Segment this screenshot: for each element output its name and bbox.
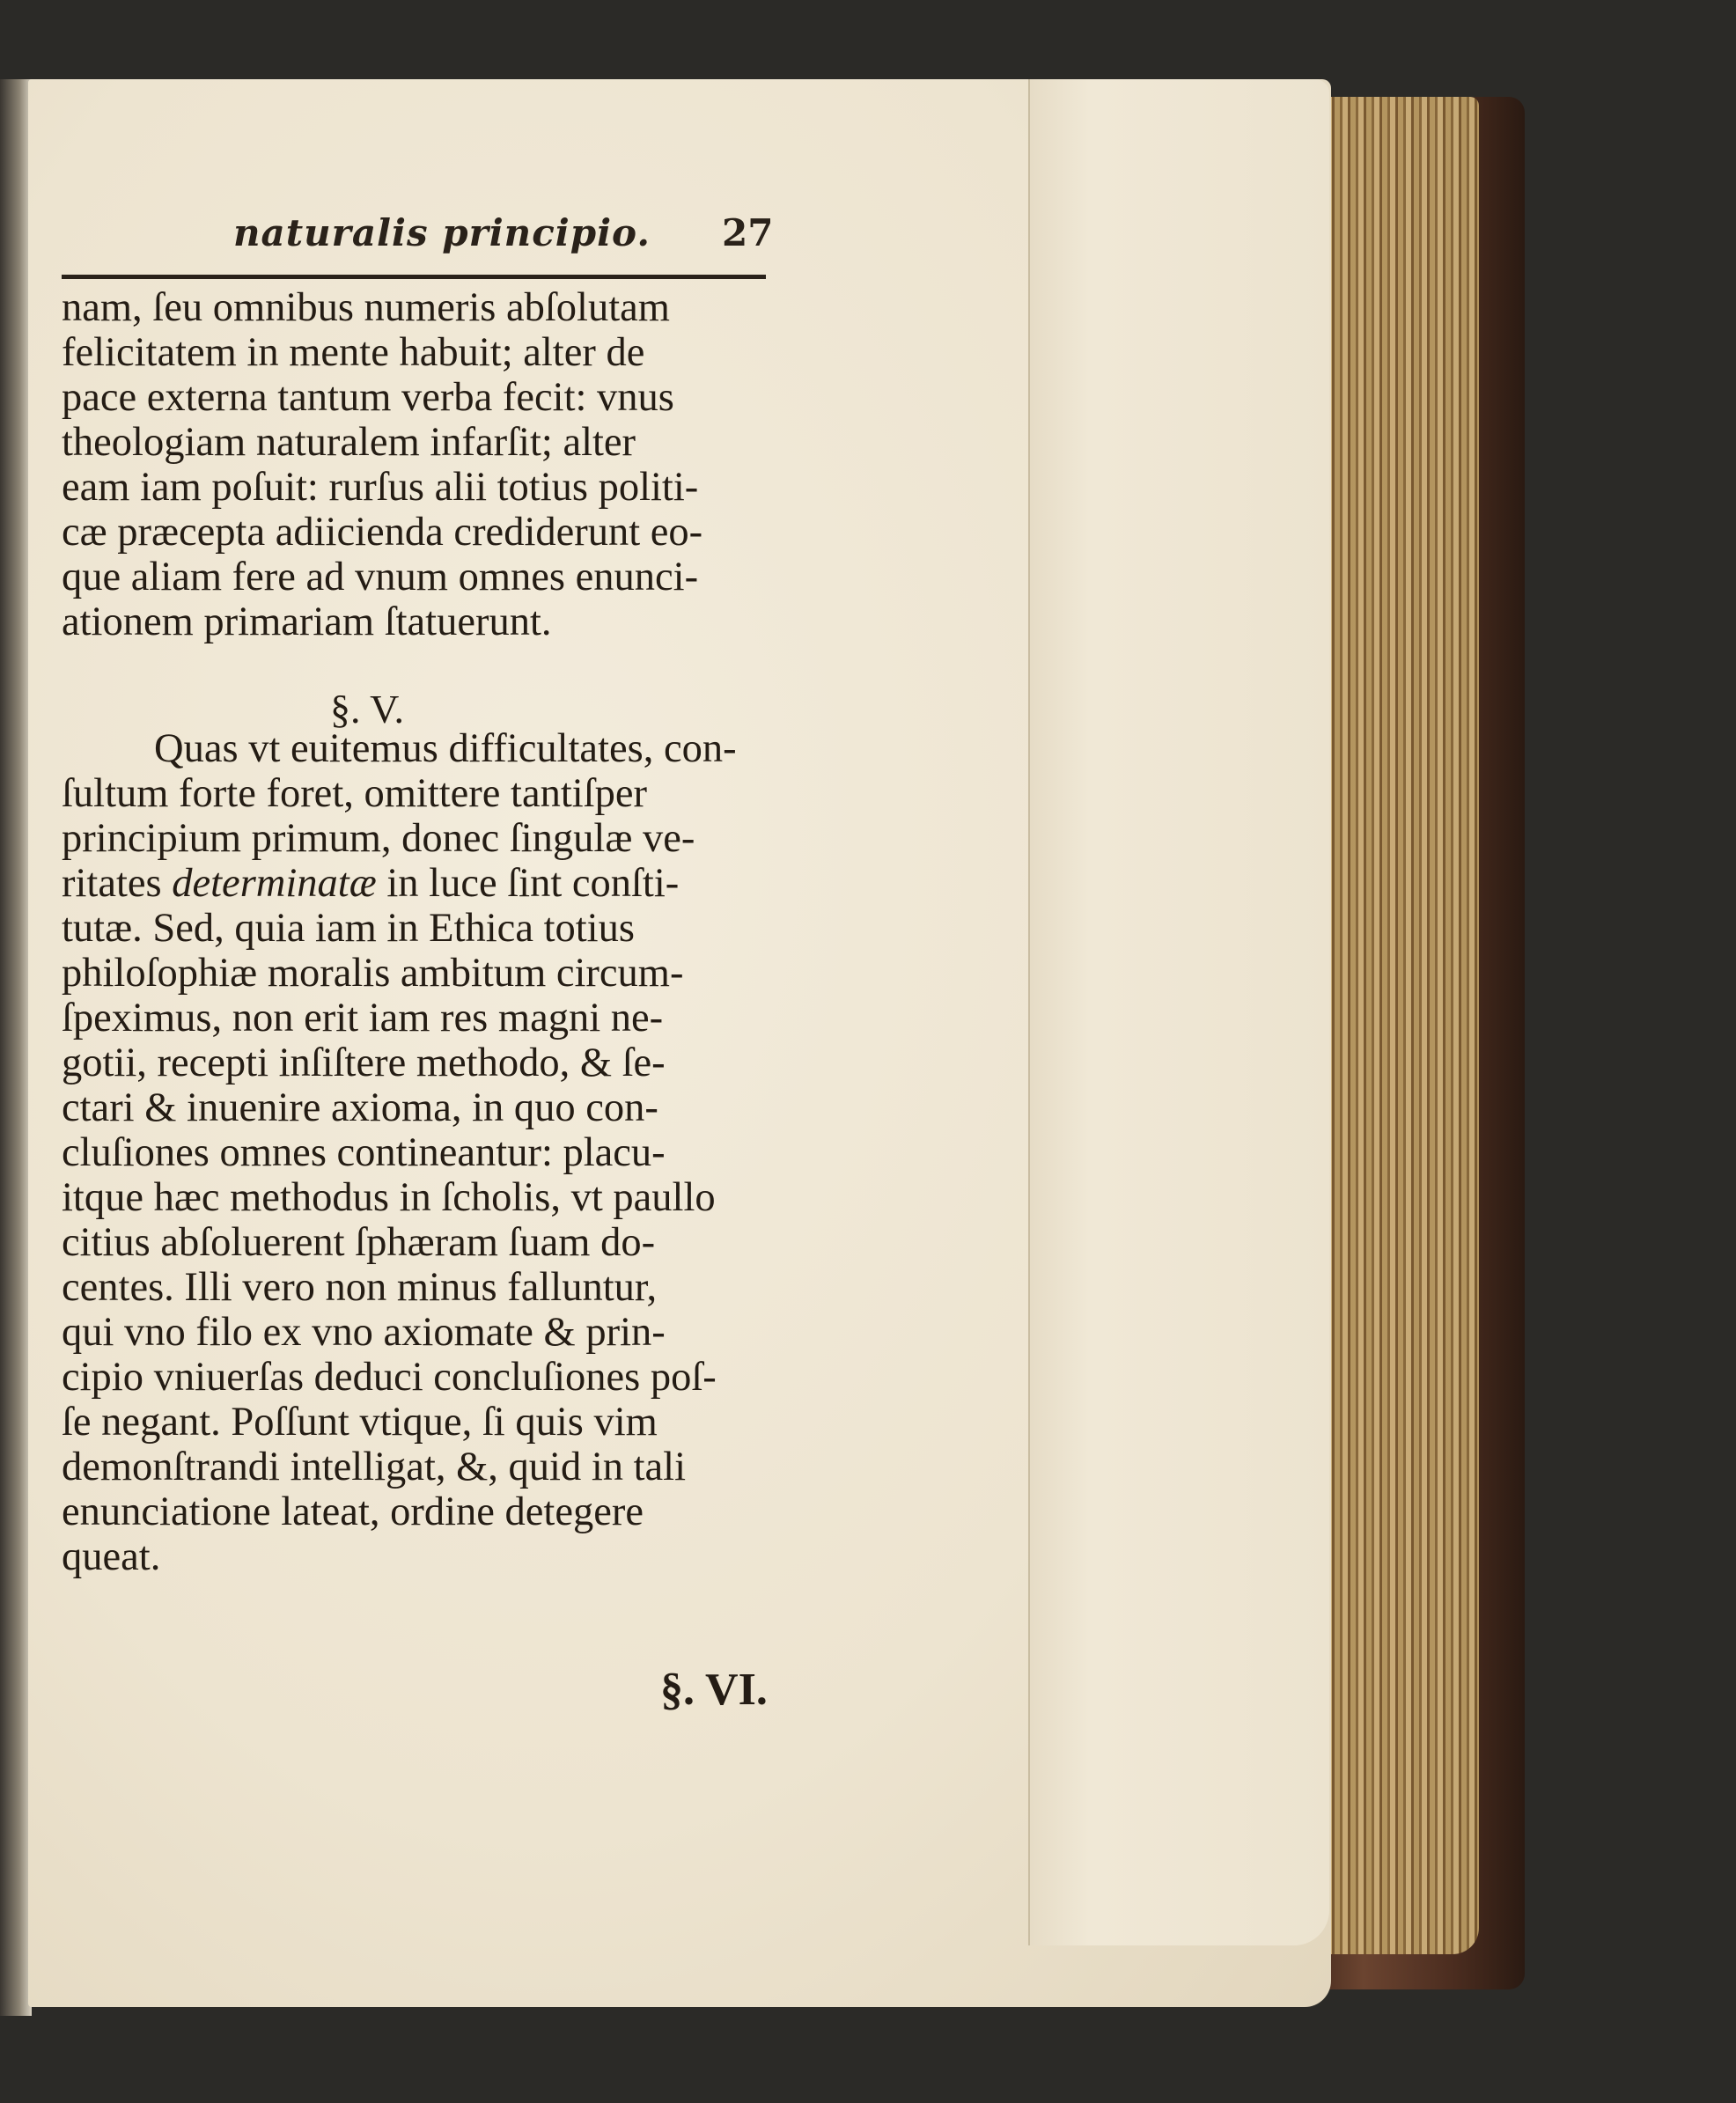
text-fragment: ritates: [62, 861, 173, 906]
text-line: gotii, recepti inſiſtere methodo, & ſe-: [62, 1040, 666, 1085]
text-line: que aliam fere ad vnum omnes enunci-: [62, 555, 699, 599]
text-line: tutæ. Sed, quia iam in Ethica totius: [62, 906, 635, 951]
running-head: naturalis principio.: [233, 211, 651, 254]
page-header: [62, 211, 774, 273]
text-line: ationem primariam ſtatuerunt.: [62, 599, 552, 644]
text-line: [62, 861, 783, 906]
text-line: cluſiones omnes contineantur: placu-: [62, 1130, 666, 1175]
text-line: principium primum, donec ſingulæ ve-: [62, 816, 695, 861]
text-line: itque hæc methodus in ſcholis, vt paullo: [62, 1175, 716, 1220]
text-line: eam iam poſuit: rurſus alii totius politi-: [62, 465, 699, 510]
text-line: centes. Illi vero non minus falluntur,: [62, 1265, 658, 1310]
book-spine-edge: [0, 79, 32, 2016]
folded-interleaf: [1028, 79, 1329, 1945]
text-line: cipio vniuerſas deduci concluſiones poſ-: [62, 1355, 717, 1400]
italic-term: determinatæ: [172, 861, 377, 906]
text-line: philoſophiæ moralis ambitum circum-: [62, 951, 684, 996]
text-line: qui vno filo ex vno axiomate & prin-: [62, 1310, 666, 1355]
text-line: ctari & inuenire axioma, in quo con-: [62, 1085, 658, 1130]
text-line: ſultum forte foret, omittere tantiſper: [62, 771, 647, 816]
text-line: theologiam naturalem infarſit; alter: [62, 420, 636, 465]
text-line: enunciatione lateat, ordine detegere: [62, 1489, 644, 1534]
text-line: queat.: [62, 1534, 161, 1579]
text-line: ſpeximus, non erit iam res magni ne-: [62, 996, 664, 1040]
text-line: ſe negant. Poſſunt vtique, ſi quis vim: [62, 1400, 658, 1445]
text-line: felicitatem in mente habuit; alter de: [62, 330, 645, 375]
text-fragment: in luce ſint conſti-: [376, 861, 680, 906]
text-line: cæ præcepta adiicienda crediderunt eo-: [62, 510, 703, 555]
catchword: §. VI.: [660, 1665, 768, 1715]
page-number: 27: [722, 211, 774, 254]
text-line: nam, ſeu omnibus numeris abſolutam: [62, 285, 670, 330]
text-line: citius abſoluerent ſphæram ſuam do-: [62, 1220, 656, 1265]
text-line: demonſtrandi intelligat, &, quid in tali: [62, 1445, 687, 1489]
text-line: Quas vt euitemus difficultates, con-: [154, 726, 737, 771]
section-heading: §. V.: [330, 687, 404, 732]
header-rule: [62, 275, 766, 279]
text-line: pace externa tantum verba fecit: vnus: [62, 375, 674, 420]
page-text: [62, 285, 783, 1579]
